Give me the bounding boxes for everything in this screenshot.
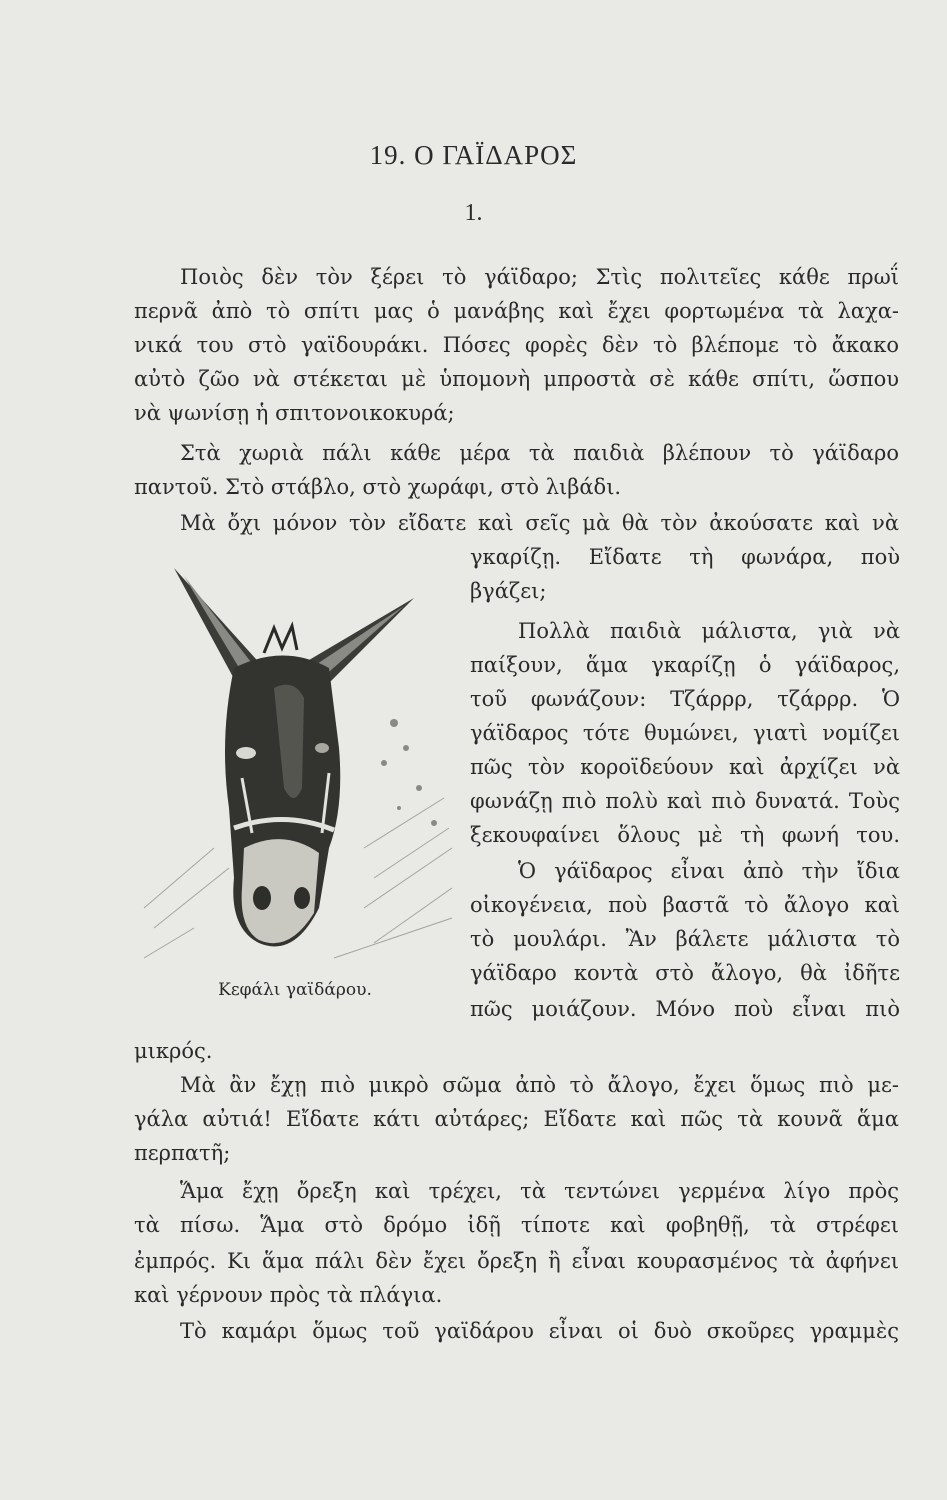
text-line: καὶ γέρνουν πρὸς τὰ πλάγια.	[134, 1283, 443, 1307]
text-line: Μὰ ἂν ἔχῃ πιὸ μικρὸ σῶμα ἀπὸ τὸ ἄλογο, ἔχει ὅμως πιὸ με-	[180, 1073, 899, 1097]
text-line: γάϊδαρο κοντὰ στὸ ἄλογο, θὰ ἰδῆτε	[470, 961, 900, 985]
text-line: περνᾶ ἀπὸ τὸ σπίτι μας ὁ μανάβης καὶ ἔχει φορτωμένα τὰ λαχα-	[134, 299, 899, 323]
text-line: παντοῦ. Στὸ στάβλο, στὸ χωράφι, στὸ λιβάδι.	[134, 475, 622, 499]
text-line: τὸ μουλάρι. Ἂν βάλετε μάλιστα τὸ	[470, 927, 900, 951]
text-line: οἰκογένεια, ποὺ βαστᾶ τὸ ἄλογο καὶ	[470, 893, 900, 917]
text-line: μικρός.	[134, 1039, 213, 1063]
chapter-title: 19. Ο ΓΑΪΔΑΡΟΣ	[369, 140, 578, 170]
text-line: Πολλὰ παιδιὰ μάλιστα, γιὰ νὰ	[518, 619, 900, 643]
text-line: φωνάζῃ πιὸ πολὺ καὶ πιὸ δυνατά. Τοὺς	[470, 789, 900, 813]
text-line: αὐτὸ ζῶο νὰ στέκεται μὲ ὑπομονὴ μπροστὰ σὲ κάθε σπίτι, ὥσπου	[134, 367, 899, 391]
figure-caption: Κεφάλι γαϊδάρου.	[218, 980, 372, 1000]
text-line: Ὁ γάϊδαρος εἶναι ἀπὸ τὴν ἴδια	[518, 859, 900, 883]
text-line: Μὰ ὄχι μόνον τὸν εἴδατε καὶ σεῖς μὰ θὰ τὸν ἀκούσατε καὶ νὰ	[180, 511, 899, 535]
text-line: πῶς τὸν κοροϊδεύουν καὶ ἀρχίζει νὰ	[470, 755, 900, 779]
text-line: Τὸ καμάρι ὅμως τοῦ γαϊδάρου εἶναι οἱ δυὸ σκοῦρες γραμμὲς	[180, 1319, 899, 1343]
section-number: 1.	[464, 200, 483, 226]
text-line: ἐμπρός. Κι ἅμα πάλι δὲν ἔχει ὄρεξη ἢ εἶναι κουρασμένος τὰ ἀφήνει	[134, 1249, 899, 1273]
text-line: τοῦ φωνάζουν: Τζάρρρ, τζάρρρ. Ὁ	[470, 687, 900, 711]
text-line: παίξουν, ἅμα γκαρίζῃ ὁ γάϊδαρος,	[470, 653, 900, 677]
text-line: νὰ ψωνίσῃ ἡ σπιτονοικοκυρά;	[134, 401, 455, 425]
donkey-head-illustration	[134, 548, 456, 968]
text-line: τὰ πίσω. Ἅμα στὸ δρόμο ἰδῇ τίποτε καὶ φοβηθῇ, τὰ στρέφει	[134, 1213, 899, 1237]
text-line: ξεκουφαίνει ὅλους μὲ τὴ φωνή του.	[470, 823, 900, 847]
text-line: πῶς μοιάζουν. Μόνο ποὺ εἶναι πιὸ	[470, 997, 900, 1021]
text-line: Ποιὸς δὲν τὸν ξέρει τὸ γάϊδαρο; Στὶς πολιτεῖες κάθε πρωΐ	[180, 265, 899, 289]
text-line: περπατῆ;	[134, 1141, 231, 1165]
text-line: γάλα αὐτιά! Εἴδατε κάτι αὐτάρες; Εἴδατε καὶ πῶς τὰ κουνᾶ ἅμα	[134, 1107, 899, 1131]
text-line: Ἅμα ἔχῃ ὄρεξη καὶ τρέχει, τὰ τεντώνει γερμένα λίγο πρὸς	[180, 1179, 899, 1203]
text-line: γκαρίζῃ. Εἴδατε τὴ φωνάρα, ποὺ	[470, 545, 900, 569]
text-line: γάϊδαρος τότε θυμώνει, γιατὶ νομίζει	[470, 721, 900, 745]
text-line: νικά του στὸ γαϊδουράκι. Πόσες φορὲς δὲν τὸ βλέπομε τὸ ἄκακο	[134, 333, 899, 357]
text-line: Στὰ χωριὰ πάλι κάθε μέρα τὰ παιδιὰ βλέπουν τὸ γάϊδαρο	[180, 441, 899, 465]
text-line: βγάζει;	[470, 579, 547, 603]
